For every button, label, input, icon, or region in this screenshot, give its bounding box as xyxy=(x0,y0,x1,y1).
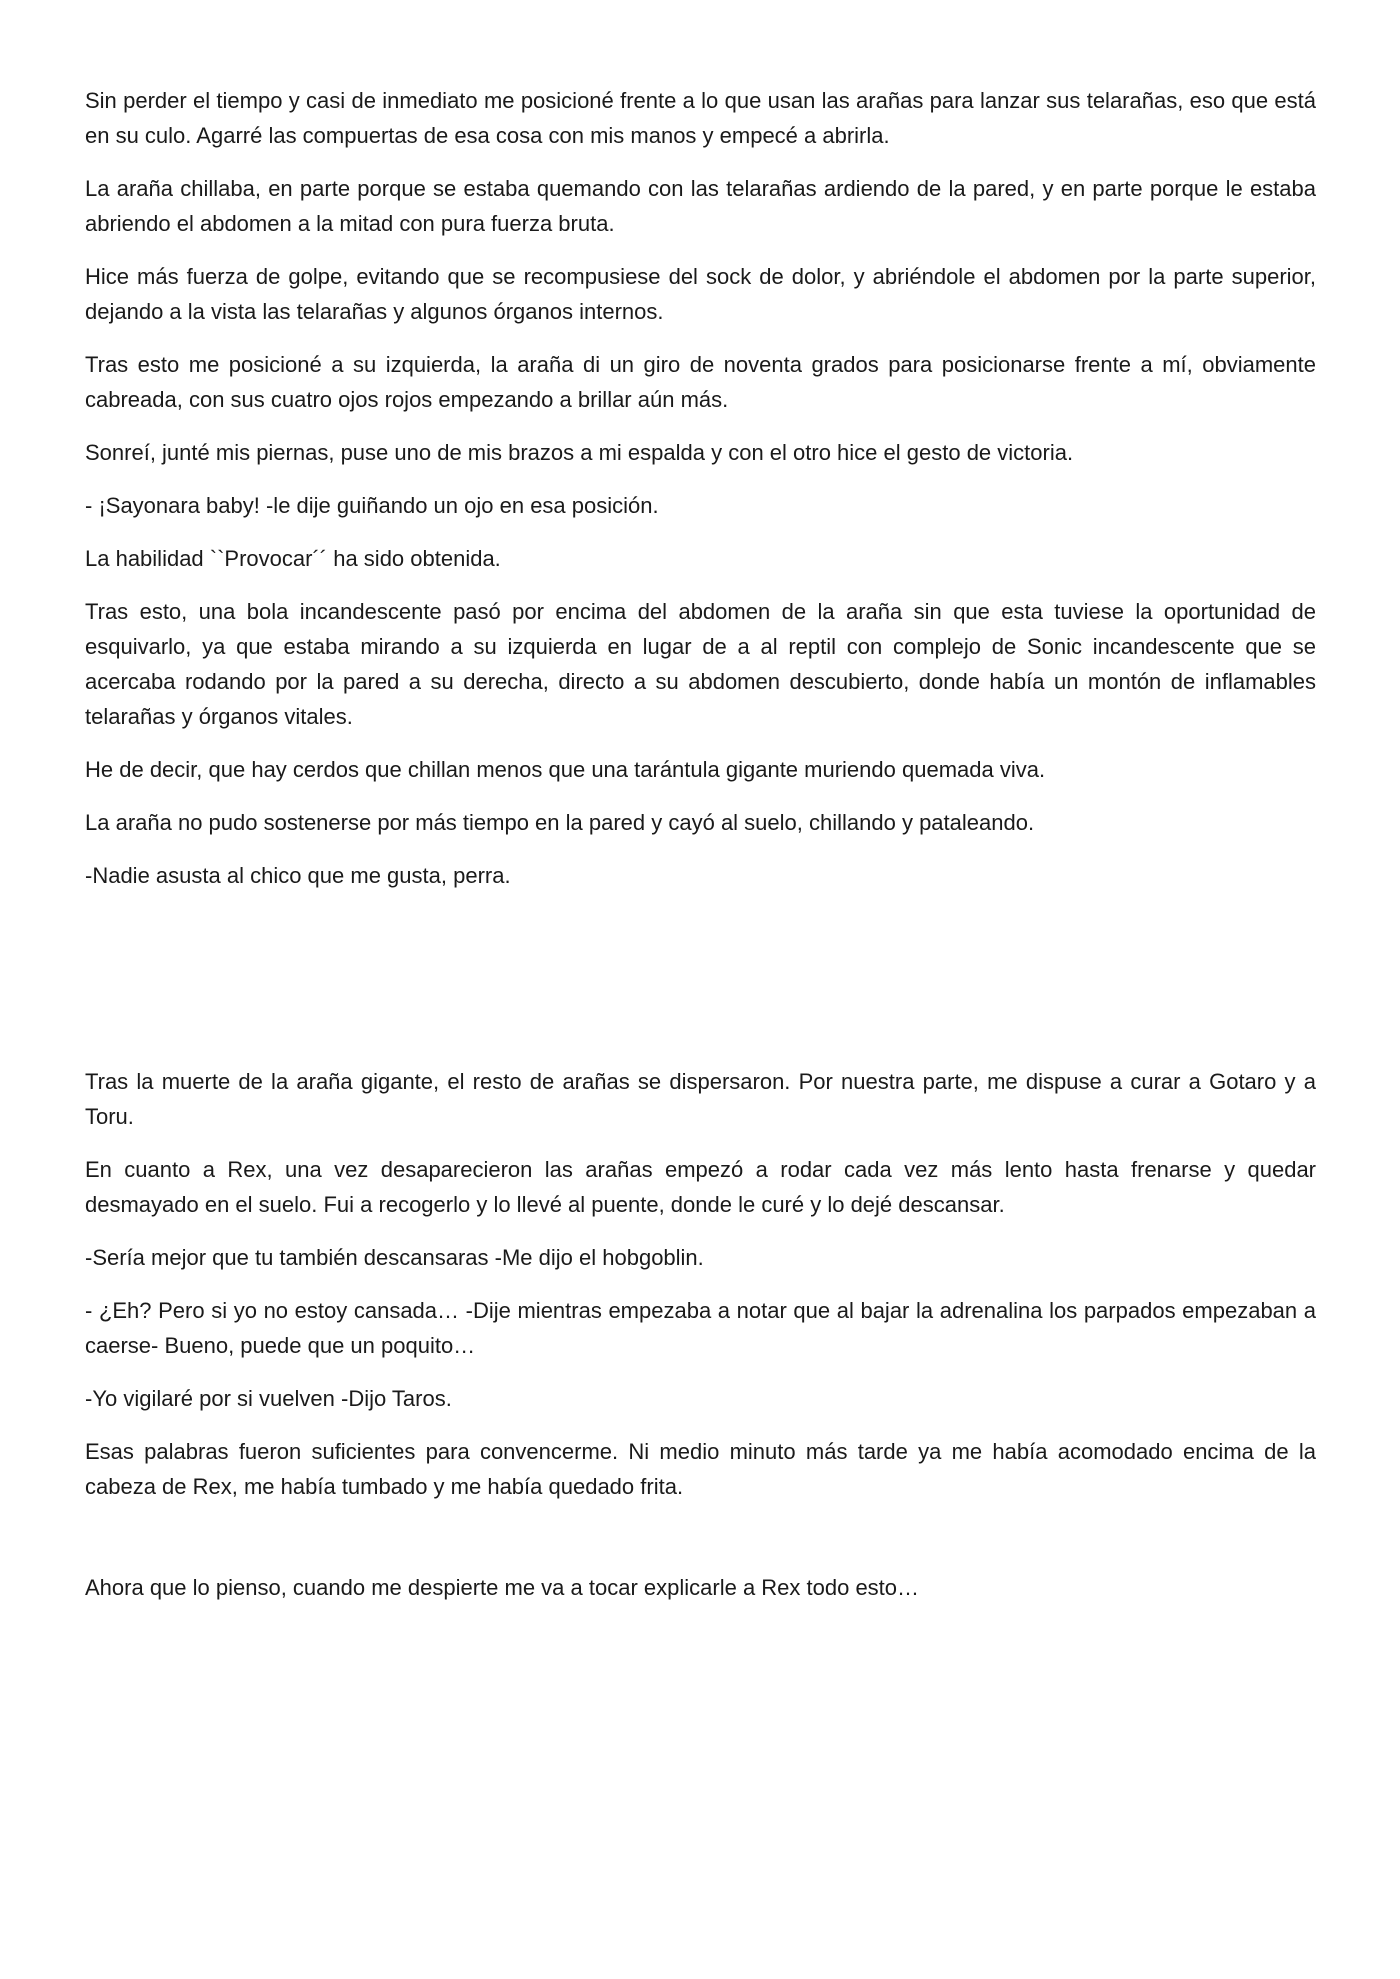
section-1 xyxy=(85,83,1316,911)
system-message: La habilidad ``Provocar´´ ha sido obtenida. xyxy=(85,546,501,571)
paragraph: Esas palabras fueron suficientes para convencerme. Ni medio minuto más tarde ya me había acomodado encima de la cabeza de Rex, me había tumbado y me había quedado frita. xyxy=(85,1439,1316,1499)
paragraph: - ¿Eh? Pero si yo no estoy cansada… -Dije mientras empezaba a notar que al bajar la adrenalina los parpados empezaban a caerse- Bueno, puede que un poquito… xyxy=(85,1298,1316,1358)
paragraph: La araña no pudo sostenerse por más tiempo en la pared y cayó al suelo, chillando y pataleando. xyxy=(85,810,1035,835)
paragraph: Tras esto me posicioné a su izquierda, la araña di un giro de noventa grados para posicionarse frente a mí, obviamente cabreada, con sus cuatro ojos rojos empezando a brillar aún más. xyxy=(85,352,1316,412)
section-2 xyxy=(85,1064,1316,1522)
paragraph: Hice más fuerza de golpe, evitando que se recompusiese del sock de dolor, y abriéndole el abdomen por la parte superior, dejando a la vista las telarañas y algunos órganos internos. xyxy=(85,264,1316,324)
paragraph: - ¡Sayonara baby! -le dije guiñando un ojo en esa posición. xyxy=(85,493,659,518)
paragraph: Sin perder el tiempo y casi de inmediato me posicioné frente a lo que usan las arañas para lanzar sus telarañas, eso que está en su culo. Agarré las compuertas de esa cosa con mis manos y empecé a abrirla. xyxy=(85,88,1316,148)
paragraph: Tras la muerte de la araña gigante, el resto de arañas se dispersaron. Por nuestra parte, me dispuse a curar a Gotaro y a Toru. xyxy=(85,1069,1316,1129)
closing-paragraph: Ahora que lo pienso, cuando me despierte me va a tocar explicarle a Rex todo esto… xyxy=(85,1575,920,1600)
paragraph: Tras esto, una bola incandescente pasó por encima del abdomen de la araña sin que esta tuviese la oportunidad de esquivarlo, ya que estaba mirando a su izquierda en lugar de a al reptil con complejo de Sonic incandescente que se acercaba rodando por la pared a su derecha, directo a su abdomen descubierto, donde había un montón de inflamables telarañas y órganos vitales. xyxy=(85,599,1316,729)
paragraph: -Nadie asusta al chico que me gusta, perra. xyxy=(85,863,511,888)
paragraph: -Yo vigilaré por si vuelven -Dijo Taros. xyxy=(85,1386,452,1411)
paragraph: La araña chillaba, en parte porque se estaba quemando con las telarañas ardiendo de la pared, y en parte porque le estaba abriendo el abdomen a la mitad con pura fuerza bruta. xyxy=(85,176,1316,236)
paragraph: -Sería mejor que tu también descansaras -Me dijo el hobgoblin. xyxy=(85,1245,704,1270)
paragraph: En cuanto a Rex, una vez desaparecieron las arañas empezó a rodar cada vez más lento hasta frenarse y quedar desmayado en el suelo. Fui a recogerlo y lo llevé al puente, donde le curé y lo dejé descansar. xyxy=(85,1157,1316,1217)
paragraph: Sonreí, junté mis piernas, puse uno de mis brazos a mi espalda y con el otro hice el gesto de victoria. xyxy=(85,440,1074,465)
paragraph: He de decir, que hay cerdos que chillan menos que una tarántula gigante muriendo quemada viva. xyxy=(85,757,1046,782)
